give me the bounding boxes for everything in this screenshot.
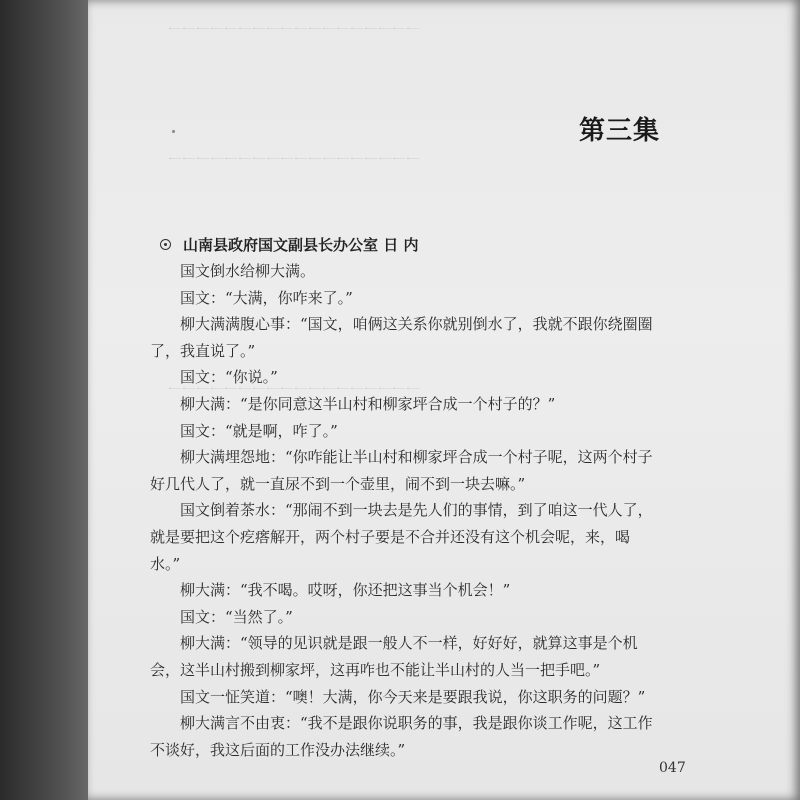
paragraph: 柳大满满腹心事：“国文，咱俩这关系你就别倒水了，我就不跟你绕圈圈了，我直说了。”	[150, 315, 653, 360]
paragraph: 柳大满：“是你同意这半山村和柳家坪合成一个村子的？”	[180, 394, 556, 413]
paragraph: 国文倒着茶水：“那闹不到一块去是先人们的事情，到了咱这一代人了，就是要把这个疙瘩解开，两个村子要是不合并还没有这个机会呢，来，喝水。”	[150, 501, 653, 573]
scene-heading-text: 山南县政府国文副县长办公室 日 内	[183, 236, 419, 254]
paragraph: 柳大满言不由衷：“我不是跟你说职务的事，我是跟你谈工作呢，这工作不谈好，我这后面的工作没办法继续。”	[150, 714, 653, 759]
paragraph: 柳大满：“我不喝。哎呀，你还把这事当个机会！”	[180, 581, 511, 600]
bleed-through-text: 一一一一一一一一一一一一一一一一一一	[168, 383, 420, 399]
script-body	[150, 258, 660, 763]
book-spine-shadow	[0, 0, 95, 800]
chapter-title: 第三集	[578, 116, 660, 146]
scene-heading	[160, 234, 418, 255]
page-speck	[172, 130, 175, 133]
bleed-through-text: 一一一一一一一一一一一一一一一一一一	[168, 23, 420, 39]
paragraph: 国文：“当然了。”	[180, 607, 293, 626]
paragraph: 国文倒水给柳大满。	[180, 262, 316, 280]
paragraph: 柳大满：“领导的见识就是跟一般人不一样，好好好，就算这事是个机会，这半山村搬到柳家坪，这再咋也不能让半山村的人当一把手吧。”	[150, 634, 638, 679]
paragraph: 国文：“你说。”	[180, 368, 278, 387]
paragraph: 柳大满埋怨地：“你咋能让半山村和柳家坪合成一个村子呢，这两个村子好几代人了，就一直尿不到一个壶里，闹不到一块去嘛。”	[150, 448, 653, 493]
paragraph: 国文：“大满，你咋来了。”	[180, 288, 353, 307]
paragraph: 国文：“就是啊，咋了。”	[180, 421, 338, 440]
bleed-through-text: 一一一一一一一一一一一一一一一一一一	[168, 153, 420, 169]
paragraph: 国文一怔笑道：“噢！大满，你今天来是要跟我说，你这职务的问题？”	[180, 687, 646, 706]
page-number: 047	[659, 760, 686, 776]
scene-marker-icon	[160, 239, 171, 250]
